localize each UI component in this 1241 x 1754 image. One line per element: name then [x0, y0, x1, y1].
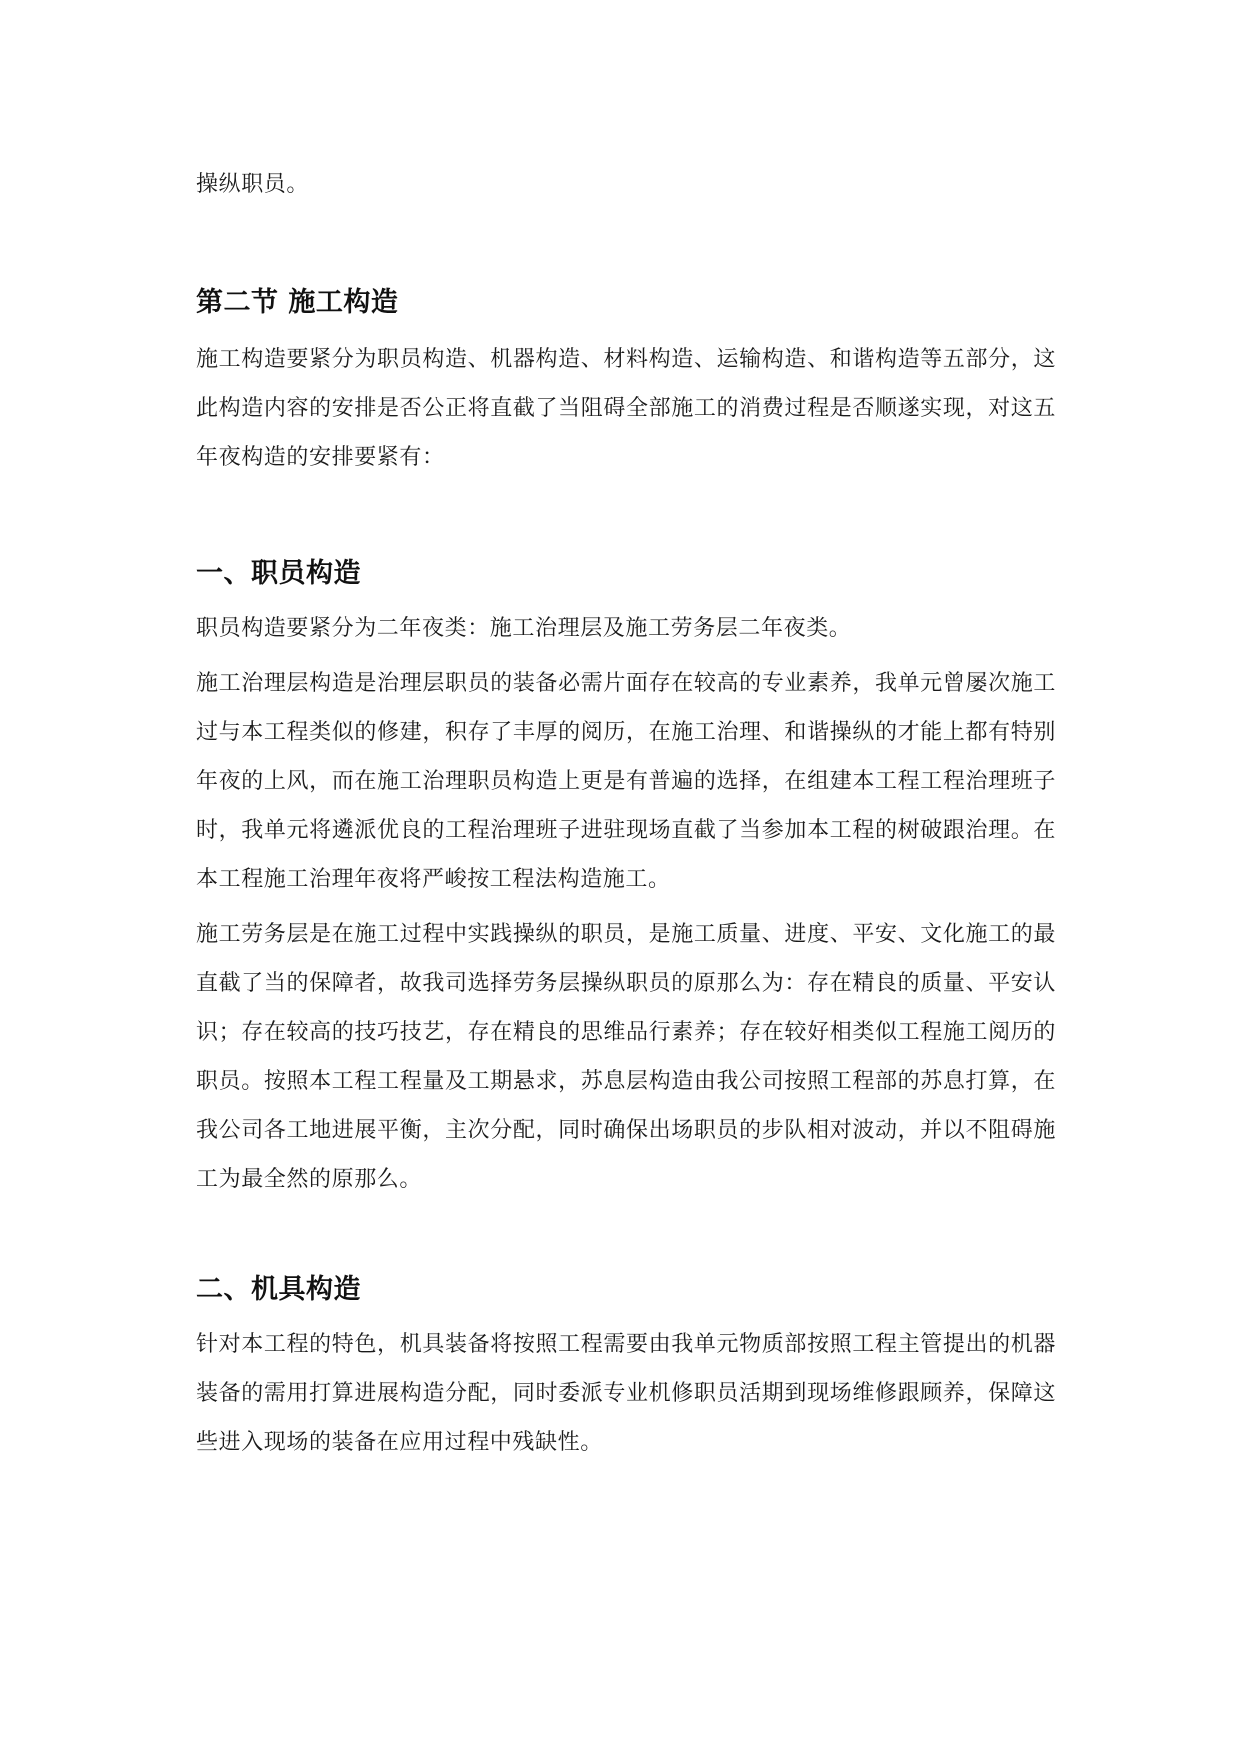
continued-paragraph-fragment: 操纵职员。 — [196, 172, 310, 197]
spacer — [196, 209, 1056, 283]
page-content — [196, 160, 1056, 1473]
subsection-heading-equipment: 二、机具构造 — [196, 1274, 361, 1305]
personnel-paragraph-3: 施工劳务层是在施工过程中实践操纵的职员，是施工质量、进度、平安、文化施工的最直截了当的保障者，故我司选择劳务层操纵职员的原那么为：存在精良的质量、平安认识；存在较高的技巧技艺，存在精良的思维品行素养；存在较好相类似工程施工阅历的职员。按照本工程工程量及工期悬求，苏息层构造由我公司按照工程部的苏息打算，在我公司各工地进展平衡，主次分配，同时确保出场职员的步队相对波动，并以不阻碍施工为最全然的原那么。 — [196, 922, 1056, 1192]
section-heading: 第二节 施工构造 — [196, 287, 399, 318]
personnel-paragraph-1: 职员构造要紧分为二年夜类：施工治理层及施工劳务层二年夜类。 — [196, 616, 852, 641]
equipment-paragraph-1: 针对本工程的特色，机具装备将按照工程需要由我单元物质部按照工程主管提出的机器装备的需用打算进展构造分配，同时委派专业机修职员活期到现场维修跟顾养，保障这些进入现场的装备在应用过程中残缺性。 — [196, 1332, 1056, 1455]
subsection-heading-personnel: 一、职员构造 — [196, 558, 361, 589]
personnel-paragraph-2: 施工治理层构造是治理层职员的装备必需片面存在较高的专业素养，我单元曾屡次施工过与本工程类似的修建，积存了丰厚的阅历，在施工治理、和谐操纵的才能上都有特别年夜的上风，而在施工治理职员构造上更是有普遍的选择，在组建本工程工程治理班子时，我单元将遴派优良的工程治理班子进驻现场直截了当参加本工程的树破跟治理。在本工程施工治理年夜将严峻按工程法构造施工。 — [196, 671, 1056, 892]
section-intro-paragraph: 施工构造要紧分为职员构造、机器构造、材料构造、运输构造、和谐构造等五部分，这此构造内容的安排是否公正将直截了当阻碍全部施工的消费过程是否顺遂实现，对这五年夜构造的安排要紧有： — [196, 347, 1056, 470]
